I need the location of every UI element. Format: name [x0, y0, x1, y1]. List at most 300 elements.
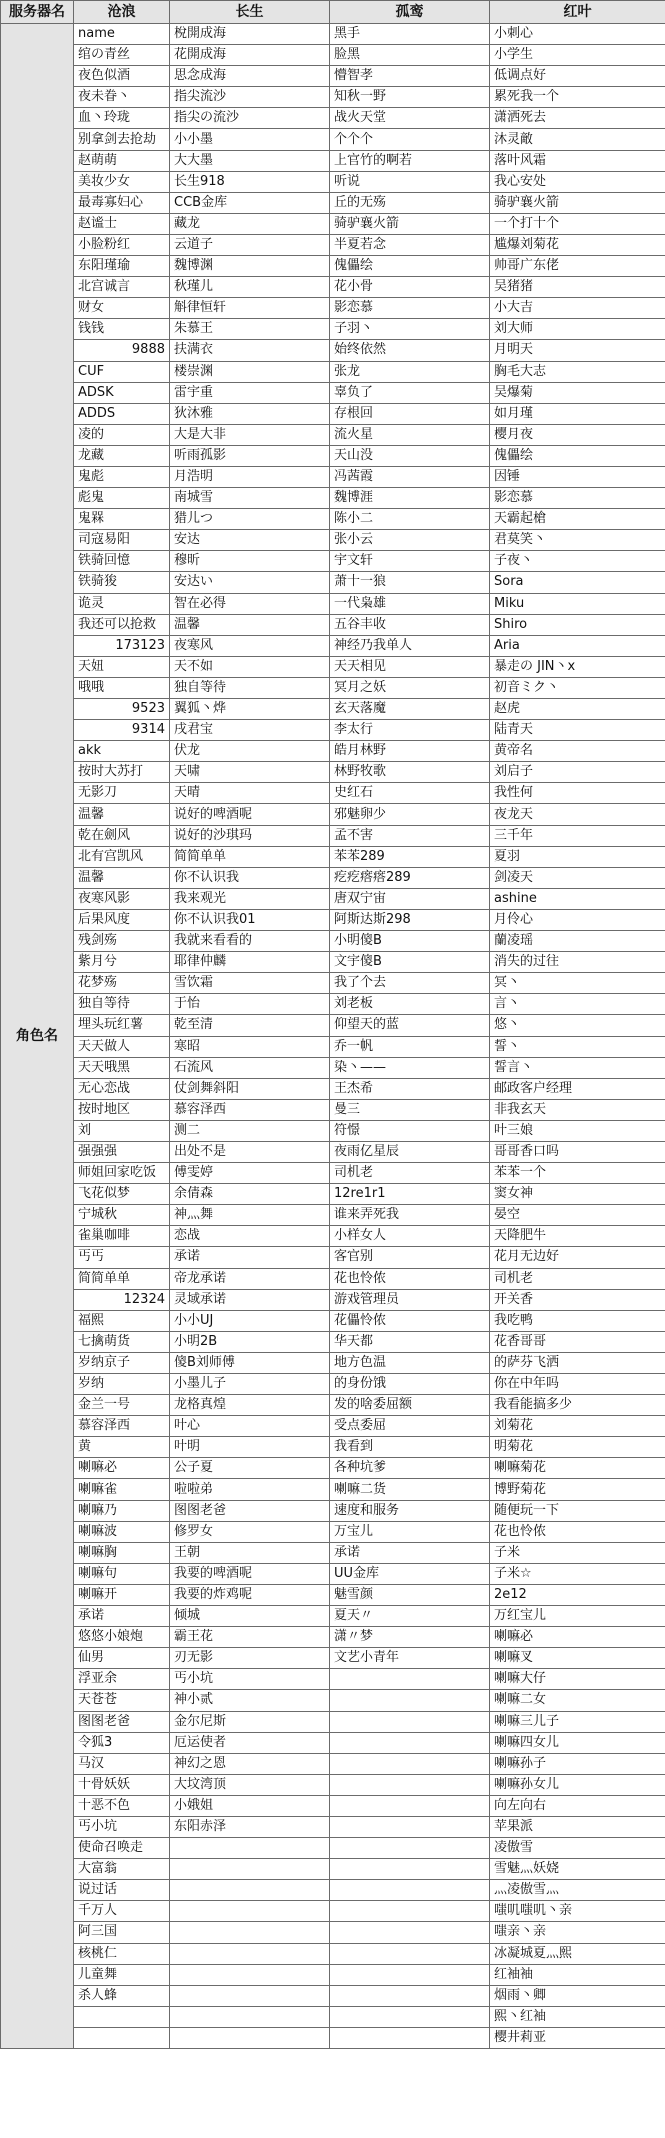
cell-hongye: 潇洒死去 [490, 108, 665, 129]
cell-hongye: 誓丶 [490, 1036, 665, 1057]
cell-changsheng: 指尖流沙 [170, 87, 330, 108]
cell-hongye: 陆青天 [490, 720, 665, 741]
cell-canglang: 十恶不色 [74, 1795, 170, 1816]
cell-guluan: 文艺小青年 [330, 1648, 490, 1669]
table-row [1, 1057, 665, 1078]
cell-guluan: 子羽丶 [330, 319, 490, 340]
table-row [1, 87, 665, 108]
cell-guluan: 懵智孝 [330, 66, 490, 87]
cell-changsheng: 帝龙承诺 [170, 1268, 330, 1289]
table-row [1, 129, 665, 150]
cell-canglang: 承诺 [74, 1606, 170, 1627]
cell-canglang: 说过话 [74, 1880, 170, 1901]
cell-changsheng: 听雨孤影 [170, 445, 330, 466]
cell-canglang: 东阳瑾瑜 [74, 256, 170, 277]
cell-canglang: 喇嘛波 [74, 1521, 170, 1542]
cell-hongye: 我看能搞多少 [490, 1395, 665, 1416]
cell-canglang: 凌的 [74, 424, 170, 445]
cell-changsheng: 神灬舞 [170, 1205, 330, 1226]
cell-changsheng: 灵域承诺 [170, 1289, 330, 1310]
table-row [1, 783, 665, 804]
cell-canglang: 独自等待 [74, 994, 170, 1015]
cell-canglang: 夜未眷丶 [74, 87, 170, 108]
cell-hongye: 非我玄天 [490, 1099, 665, 1120]
table-row [1, 1099, 665, 1120]
table-row [1, 1669, 665, 1690]
cell-canglang: 核桃仁 [74, 1943, 170, 1964]
cell-guluan [330, 1943, 490, 1964]
cell-changsheng: 伏龙 [170, 741, 330, 762]
cell-changsheng: 霸王花 [170, 1627, 330, 1648]
cell-guluan: 始终依然 [330, 340, 490, 361]
cell-hongye: 喇嘛大仔 [490, 1669, 665, 1690]
table-row [1, 1838, 665, 1859]
cell-guluan: 华天都 [330, 1331, 490, 1352]
cell-guluan: 小样女人 [330, 1226, 490, 1247]
cell-changsheng: 温馨 [170, 614, 330, 635]
cell-canglang: 紫月兮 [74, 952, 170, 973]
table-row [1, 403, 665, 424]
cell-hongye: 喇嘛三儿子 [490, 1711, 665, 1732]
header-row [1, 1, 665, 24]
cell-guluan: 冯茜霞 [330, 466, 490, 487]
cell-hongye: 刘菊花 [490, 1416, 665, 1437]
cell-canglang: 黄 [74, 1437, 170, 1458]
header-canglang: 沧浪 [74, 1, 170, 24]
cell-canglang: 财女 [74, 298, 170, 319]
cell-guluan: 宇文轩 [330, 551, 490, 572]
cell-canglang: ADSK [74, 382, 170, 403]
cell-changsheng: 安达 [170, 530, 330, 551]
table-row [1, 1458, 665, 1479]
cell-hongye: 嗤叽嗤叽丶亲 [490, 1901, 665, 1922]
cell-canglang: 血丶玲珑 [74, 108, 170, 129]
cell-changsheng: 倾城 [170, 1606, 330, 1627]
table-row [1, 1901, 665, 1922]
table-row [1, 1141, 665, 1162]
cell-hongye: 灬凌傲雪灬 [490, 1880, 665, 1901]
table-row [1, 1648, 665, 1669]
cell-changsheng: 龙格真煌 [170, 1395, 330, 1416]
cell-guluan [330, 1711, 490, 1732]
table-row [1, 1964, 665, 1985]
cell-hongye: 吴猪猪 [490, 277, 665, 298]
table-row [1, 1036, 665, 1057]
cell-hongye: 花月无边好 [490, 1247, 665, 1268]
cell-canglang: 使命召唤走 [74, 1838, 170, 1859]
cell-guluan [330, 1880, 490, 1901]
cell-canglang: 宁城秋 [74, 1205, 170, 1226]
table-row [1, 1606, 665, 1627]
cell-changsheng: 叶明 [170, 1437, 330, 1458]
cell-canglang: 福熙 [74, 1310, 170, 1331]
cell-changsheng [170, 1922, 330, 1943]
table-row [1, 888, 665, 909]
cell-hongye: 刘大师 [490, 319, 665, 340]
cell-canglang: 喇嘛乃 [74, 1500, 170, 1521]
table-row [1, 1542, 665, 1563]
cell-canglang: 乾在劍风 [74, 825, 170, 846]
cell-guluan: 刘老板 [330, 994, 490, 1015]
cell-changsheng: 寒昭 [170, 1036, 330, 1057]
table-row [1, 1859, 665, 1880]
table-row [1, 234, 665, 255]
table-row [1, 340, 665, 361]
table-row [1, 741, 665, 762]
table-row [1, 909, 665, 930]
table-row [1, 1352, 665, 1373]
cell-changsheng: 指尖の流沙 [170, 108, 330, 129]
table-row [1, 108, 665, 129]
cell-changsheng: 小墨儿子 [170, 1374, 330, 1395]
cell-guluan: 神经乃我单人 [330, 635, 490, 656]
cell-hongye: 月伶心 [490, 909, 665, 930]
table-row [1, 256, 665, 277]
cell-canglang [74, 2027, 170, 2048]
cell-changsheng: 余倩森 [170, 1184, 330, 1205]
cell-changsheng: 承诺 [170, 1247, 330, 1268]
cell-canglang: 后果风度 [74, 909, 170, 930]
cell-canglang: 阿三国 [74, 1922, 170, 1943]
cell-canglang: 温馨 [74, 804, 170, 825]
table-row [1, 762, 665, 783]
cell-hongye: 吴爆菊 [490, 382, 665, 403]
table-row [1, 1416, 665, 1437]
header-changsheng: 长生 [170, 1, 330, 24]
cell-canglang: 岁纳京子 [74, 1352, 170, 1373]
cell-hongye: 窦女神 [490, 1184, 665, 1205]
cell-guluan [330, 1732, 490, 1753]
cell-canglang: 岁纳 [74, 1374, 170, 1395]
table-row [1, 1500, 665, 1521]
cell-canglang: 别拿剑去抢劫 [74, 129, 170, 150]
table-row [1, 2027, 665, 2048]
cell-changsheng: 乾至清 [170, 1015, 330, 1036]
cell-guluan: 林野牧歌 [330, 762, 490, 783]
cell-hongye: 叶三娘 [490, 1120, 665, 1141]
table-row [1, 1985, 665, 2006]
cell-canglang: 悠悠小娘炮 [74, 1627, 170, 1648]
cell-changsheng: 丐小坑 [170, 1669, 330, 1690]
cell-hongye: 喇嘛二女 [490, 1690, 665, 1711]
cell-hongye: 黄帝名 [490, 741, 665, 762]
cell-hongye: 暴走の JIN丶x [490, 656, 665, 677]
cell-canglang: 诡灵 [74, 593, 170, 614]
cell-canglang: 钱钱 [74, 319, 170, 340]
table-row [1, 1310, 665, 1331]
cell-changsheng: 扶满衣 [170, 340, 330, 361]
cell-hongye: 小大吉 [490, 298, 665, 319]
cell-guluan: 喇嘛二货 [330, 1479, 490, 1500]
table-row [1, 1732, 665, 1753]
cell-hongye: 如月瑾 [490, 403, 665, 424]
table-row [1, 677, 665, 698]
cell-changsheng [170, 1964, 330, 1985]
cell-changsheng: 秋瑾儿 [170, 277, 330, 298]
cell-changsheng: 傻B刘师傅 [170, 1352, 330, 1373]
cell-canglang: 小脸粉红 [74, 234, 170, 255]
cell-changsheng: 我要的啤酒呢 [170, 1563, 330, 1584]
cell-guluan [330, 1690, 490, 1711]
cell-guluan: 陈小二 [330, 509, 490, 530]
table-row [1, 846, 665, 867]
cell-changsheng: 说好的啤酒呢 [170, 804, 330, 825]
cell-hongye: 落叶风霜 [490, 150, 665, 171]
cell-changsheng: 天啸 [170, 762, 330, 783]
cell-hongye: 夜龙天 [490, 804, 665, 825]
table-row [1, 825, 665, 846]
cell-canglang: 刘 [74, 1120, 170, 1141]
cell-changsheng [170, 2027, 330, 2048]
table-row [1, 530, 665, 551]
cell-guluan: 张小云 [330, 530, 490, 551]
header-hongye: 红叶 [490, 1, 665, 24]
cell-canglang: 无影刀 [74, 783, 170, 804]
cell-canglang: 浮亚余 [74, 1669, 170, 1690]
table-row [1, 466, 665, 487]
cell-guluan: 速度和服务 [330, 1500, 490, 1521]
cell-hongye: 赵虎 [490, 699, 665, 720]
cell-hongye: 凌傲雪 [490, 1838, 665, 1859]
cell-changsheng: 天不如 [170, 656, 330, 677]
cell-guluan: 的身份饿 [330, 1374, 490, 1395]
cell-hongye: 我心安处 [490, 171, 665, 192]
cell-changsheng: 简简单单 [170, 846, 330, 867]
cell-changsheng: CCB金库 [170, 192, 330, 213]
cell-hongye: 2e12 [490, 1584, 665, 1605]
cell-guluan: 张龙 [330, 361, 490, 382]
cell-hongye: 邮政客户经理 [490, 1078, 665, 1099]
cell-changsheng: 小小UJ [170, 1310, 330, 1331]
cell-hongye: 誓言丶 [490, 1057, 665, 1078]
cell-hongye: 刘启子 [490, 762, 665, 783]
cell-canglang: 绾の青丝 [74, 45, 170, 66]
cell-canglang: 花梦殇 [74, 973, 170, 994]
cell-guluan: 阿斯达斯298 [330, 909, 490, 930]
cell-hongye: 嗤亲丶亲 [490, 1922, 665, 1943]
cell-hongye: 子夜丶 [490, 551, 665, 572]
table-row [1, 1374, 665, 1395]
cell-hongye: 冰凝城夏灬熙 [490, 1943, 665, 1964]
cell-hongye: 司机老 [490, 1268, 665, 1289]
cell-canglang: 12324 [74, 1289, 170, 1310]
cell-changsheng: 神幻之恩 [170, 1753, 330, 1774]
cell-changsheng: 大大墨 [170, 150, 330, 171]
table-row [1, 361, 665, 382]
cell-changsheng: 耶律仲麟 [170, 952, 330, 973]
cell-guluan [330, 1774, 490, 1795]
cell-guluan: 流火星 [330, 424, 490, 445]
cell-guluan: 曼三 [330, 1099, 490, 1120]
cell-guluan: 夜雨亿星辰 [330, 1141, 490, 1162]
cell-canglang: 夜寒风影 [74, 888, 170, 909]
cell-canglang: 令狐3 [74, 1732, 170, 1753]
cell-changsheng: 斛律恒轩 [170, 298, 330, 319]
cell-guluan [330, 2027, 490, 2048]
table-row [1, 1015, 665, 1036]
cell-hongye: 随便玩一下 [490, 1500, 665, 1521]
table-body [1, 24, 665, 2049]
table-row [1, 298, 665, 319]
cell-hongye: 言丶 [490, 994, 665, 1015]
cell-guluan: 史红石 [330, 783, 490, 804]
cell-changsheng: 厄运使者 [170, 1732, 330, 1753]
cell-hongye: 苹果派 [490, 1816, 665, 1837]
cell-guluan: 一代枭雄 [330, 593, 490, 614]
cell-canglang: 残剑殇 [74, 931, 170, 952]
cell-canglang: 喇嘛胸 [74, 1542, 170, 1563]
cell-canglang: 埋头玩红薯 [74, 1015, 170, 1036]
table-row [1, 424, 665, 445]
cell-changsheng: 公子夏 [170, 1458, 330, 1479]
cell-canglang: 天天哦黑 [74, 1057, 170, 1078]
cell-hongye: 喇嘛必 [490, 1627, 665, 1648]
cell-canglang: 鬼槑 [74, 509, 170, 530]
cell-hongye: 苯苯一个 [490, 1163, 665, 1184]
cell-hongye: 熙丶红袖 [490, 2006, 665, 2027]
cell-hongye: 夏羽 [490, 846, 665, 867]
cell-guluan: 承诺 [330, 1542, 490, 1563]
cell-canglang: 龙藏 [74, 445, 170, 466]
cell-hongye: 我性何 [490, 783, 665, 804]
cell-canglang: 丐小坑 [74, 1816, 170, 1837]
cell-changsheng: 于怡 [170, 994, 330, 1015]
table-row [1, 1163, 665, 1184]
table-row [1, 445, 665, 466]
cell-canglang: 丐丐 [74, 1247, 170, 1268]
cell-hongye: 悠丶 [490, 1015, 665, 1036]
cell-guluan [330, 1901, 490, 1922]
cell-guluan: 游戏管理员 [330, 1289, 490, 1310]
table-row [1, 1247, 665, 1268]
cell-guluan: 半夏若念 [330, 234, 490, 255]
cell-canglang: 最毒寡妇心 [74, 192, 170, 213]
cell-changsheng: 恋战 [170, 1226, 330, 1247]
table-row [1, 1395, 665, 1416]
cell-changsheng [170, 1880, 330, 1901]
cell-guluan: 黑手 [330, 24, 490, 45]
cell-canglang: 铁骑狻 [74, 572, 170, 593]
cell-guluan: 五谷丰收 [330, 614, 490, 635]
cell-canglang: 173123 [74, 635, 170, 656]
table-row [1, 593, 665, 614]
cell-canglang: ADDS [74, 403, 170, 424]
cell-canglang: 图图老爸 [74, 1711, 170, 1732]
table-row [1, 699, 665, 720]
cell-canglang: akk [74, 741, 170, 762]
cell-hongye: 蘭凌瑶 [490, 931, 665, 952]
table-row [1, 1331, 665, 1352]
table-row [1, 1922, 665, 1943]
cell-changsheng: 智在必得 [170, 593, 330, 614]
cell-hongye: 消失的过往 [490, 952, 665, 973]
cell-guluan: 符憬 [330, 1120, 490, 1141]
cell-canglang: 美妆少女 [74, 171, 170, 192]
cell-guluan: 疙疙瘩瘩289 [330, 867, 490, 888]
cell-changsheng: 傅雯婷 [170, 1163, 330, 1184]
cell-guluan: 我了个去 [330, 973, 490, 994]
cell-canglang: 天妞 [74, 656, 170, 677]
cell-hongye: 影恋慕 [490, 488, 665, 509]
cell-hongye: 向左向右 [490, 1795, 665, 1816]
cell-hongye: 天降肥牛 [490, 1226, 665, 1247]
cell-canglang: 千万人 [74, 1901, 170, 1922]
cell-guluan: 花小骨 [330, 277, 490, 298]
cell-changsheng: 天晴 [170, 783, 330, 804]
cell-canglang: 北宫诚言 [74, 277, 170, 298]
cell-canglang: 简简单单 [74, 1268, 170, 1289]
cell-guluan: 我看到 [330, 1437, 490, 1458]
cell-changsheng: 测二 [170, 1120, 330, 1141]
cell-hongye: 小刺心 [490, 24, 665, 45]
cell-hongye: 三千年 [490, 825, 665, 846]
cell-canglang: 赵谧士 [74, 213, 170, 234]
cell-hongye: 因锤 [490, 466, 665, 487]
cell-hongye: 剑凌天 [490, 867, 665, 888]
cell-changsheng: 思念成海 [170, 66, 330, 87]
cell-changsheng: 金尔尼斯 [170, 1711, 330, 1732]
table-row [1, 867, 665, 888]
cell-guluan [330, 1985, 490, 2006]
cell-changsheng: 独自等待 [170, 677, 330, 698]
table-row [1, 973, 665, 994]
table-row [1, 720, 665, 741]
table-row [1, 952, 665, 973]
table-row [1, 635, 665, 656]
cell-hongye: 雪魅灬妖娆 [490, 1859, 665, 1880]
cell-guluan: 花也怜侬 [330, 1268, 490, 1289]
table-row [1, 551, 665, 572]
cell-guluan: 地方色温 [330, 1352, 490, 1373]
cell-guluan: 皓月林野 [330, 741, 490, 762]
cell-guluan: UU金库 [330, 1563, 490, 1584]
cell-changsheng: 你不认识我01 [170, 909, 330, 930]
cell-guluan: 花儡怜侬 [330, 1310, 490, 1331]
cell-canglang: 七擒萌货 [74, 1331, 170, 1352]
cell-guluan: 天山没 [330, 445, 490, 466]
cell-hongye: 月明天 [490, 340, 665, 361]
cell-hongye: 开关香 [490, 1289, 665, 1310]
cell-canglang: 9314 [74, 720, 170, 741]
cell-guluan [330, 1838, 490, 1859]
cell-changsheng: 刃无影 [170, 1648, 330, 1669]
cell-changsheng: 小娥姐 [170, 1795, 330, 1816]
table-row [1, 1184, 665, 1205]
cell-guluan: 小明傻B [330, 931, 490, 952]
cell-canglang: 喇嘛雀 [74, 1479, 170, 1500]
cell-changsheng: 说好的沙琪玛 [170, 825, 330, 846]
cell-canglang: name [74, 24, 170, 45]
cell-canglang: 夜色似酒 [74, 66, 170, 87]
cell-changsheng: 我来观光 [170, 888, 330, 909]
cell-canglang: 喇嘛句 [74, 1563, 170, 1584]
cell-changsheng: 南城雪 [170, 488, 330, 509]
cell-guluan: 染丶—— [330, 1057, 490, 1078]
cell-hongye: 低调点好 [490, 66, 665, 87]
cell-hongye: 我吃鸭 [490, 1310, 665, 1331]
cell-changsheng: 啦啦弟 [170, 1479, 330, 1500]
cell-guluan: 发的啥委屈额 [330, 1395, 490, 1416]
table-row [1, 192, 665, 213]
cell-guluan: 萧十一狼 [330, 572, 490, 593]
table-row [1, 1437, 665, 1458]
cell-changsheng: 东阳赤泽 [170, 1816, 330, 1837]
cell-canglang: 哦哦 [74, 677, 170, 698]
table-row [1, 382, 665, 403]
cell-changsheng: 石流风 [170, 1057, 330, 1078]
table-row [1, 614, 665, 635]
table-row [1, 1078, 665, 1099]
